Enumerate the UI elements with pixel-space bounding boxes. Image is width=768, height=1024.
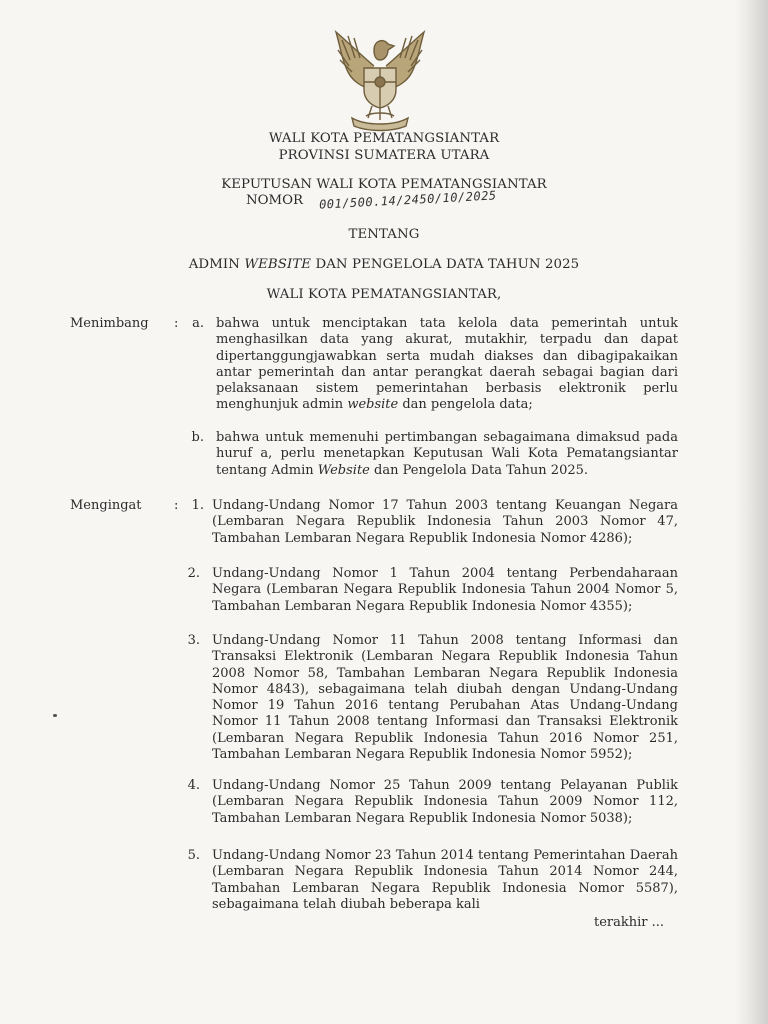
tentang-heading: TENTANG bbox=[348, 227, 420, 242]
header-city: WALI KOTA PEMATANGSIANTAR bbox=[268, 131, 500, 146]
menimbang-item-a: bahwa untuk menciptakan tata kelola data pemerintah untuk menghasilkan data yang akurat, mutakhir, terpadu dan dapat dipertanggungjawabkan serta mudah diakses dan dibagipakaikan antar pemerintah dan antar perangkat daerah sebagai bagian dari pelaksanaan sistem pemerintahan berbasis elektronik perlu menghunjuk admin website dan pengelola data; bbox=[216, 316, 678, 413]
menimbang-label: Menimbang bbox=[70, 316, 149, 331]
continuation-text: terakhir ... bbox=[594, 915, 665, 930]
mengingat-item-3: Undang-Undang Nomor 11 Tahun 2008 tentang Informasi dan Transaksi Elektronik (Lembaran Negara Republik Indonesia Tahun 2008 Nomor 58, Tambahan Lembaran Negara Republik Indonesia Nomor 4843), sebagaimana telah diubah dengan Undang-Undang Nomor 19 Tahun 2016 tentang Perubahan Atas Undang-Undang Nomor 11 Tahun 2008 tentang Informasi dan Transaksi Elektronik (Lembaran Negara Republik Indonesia Tahun 2016 Nomor 251, Tambahan Lembaran Negara Republik Indonesia Nomor 5952); bbox=[212, 633, 678, 763]
mengingat-colon: : bbox=[174, 498, 179, 513]
mengingat-item-2: Undang-Undang Nomor 1 Tahun 2004 tentang Perbendaharaan Negara (Lembaran Negara Republik Indonesia Tahun 2004 Nomor 5, Tambahan Lembaran Negara Republik Indonesia Nomor 4355); bbox=[212, 566, 678, 614]
nomor-line bbox=[246, 188, 498, 212]
decree-title: KEPUTUSAN WALI KOTA PEMATANGSIANTAR bbox=[221, 177, 547, 192]
mengingat-mark-5: 5. bbox=[187, 848, 200, 863]
scan-speck bbox=[53, 714, 57, 717]
mengingat-mark-4: 4. bbox=[187, 778, 200, 793]
menimbang-mark-a: a. bbox=[192, 316, 204, 331]
nomor-label: NOMOR bbox=[246, 193, 304, 208]
mengingat-item-5: Undang-Undang Nomor 23 Tahun 2014 tentang Pemerintahan Daerah (Lembaran Negara Republik Indonesia Tahun 2014 Nomor 244, Tambahan Lembaran Negara Republik Indonesia Nomor 5587), sebagaimana telah diubah beberapa kali bbox=[212, 848, 678, 912]
mengingat-mark-2: 2. bbox=[187, 566, 200, 581]
nomor-handwritten: 001/500.14/2450/10/2025 bbox=[319, 188, 498, 212]
menimbang-item-b: bahwa untuk memenuhi pertimbangan sebagaimana dimaksud pada huruf a, perlu menetapkan Keputusan Wali Kota Pematangsiantar tentang Admin Website dan Pengelola Data Tahun 2025. bbox=[216, 430, 678, 478]
garuda-emblem-icon bbox=[322, 26, 438, 132]
mengingat-mark-1: 1. bbox=[191, 498, 204, 513]
subject-line: ADMIN WEBSITE DAN PENGELOLA DATA TAHUN 2025 bbox=[188, 257, 580, 272]
menimbang-mark-b: b. bbox=[191, 430, 204, 445]
mengingat-mark-3: 3. bbox=[187, 633, 200, 648]
authority-line: WALI KOTA PEMATANGSIANTAR, bbox=[266, 287, 502, 302]
menimbang-colon: : bbox=[174, 316, 179, 331]
subject-emphasis: WEBSITE bbox=[244, 257, 312, 272]
header-province: PROVINSI SUMATERA UTARA bbox=[278, 148, 490, 163]
mengingat-item-1: Undang-Undang Nomor 17 Tahun 2003 tentang Keuangan Negara (Lembaran Negara Republik Indonesia Tahun 2003 Nomor 47, Tambahan Lembaran Negara Republik Indonesia Nomor 4286); bbox=[212, 498, 678, 546]
mengingat-label: Mengingat bbox=[70, 498, 142, 513]
mengingat-item-4: Undang-Undang Nomor 25 Tahun 2009 tentang Pelayanan Publik (Lembaran Negara Republik Indonesia Tahun 2009 Nomor 112, Tambahan Lembaran Negara Republik Indonesia Nomor 5038); bbox=[212, 778, 678, 826]
